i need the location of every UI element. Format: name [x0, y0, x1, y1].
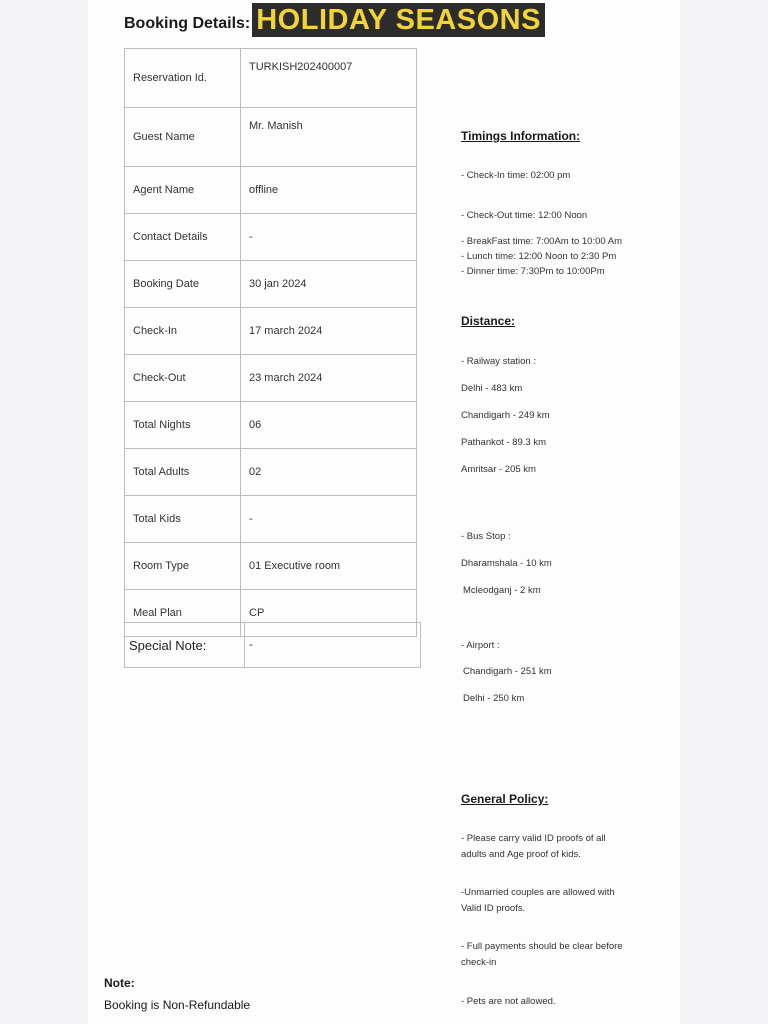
row-label: Total Nights: [125, 402, 241, 449]
policy-item: - Pets are not allowed.: [461, 996, 556, 1007]
railway-title: - Railway station :: [461, 356, 536, 367]
special-note-table: [124, 622, 421, 668]
distance-title: Distance:: [461, 314, 516, 328]
row-value: 01 Executive room: [241, 543, 417, 590]
table-row: [125, 167, 417, 214]
list-item: Pathankot - 89.3 km: [461, 437, 547, 448]
row-value: 23 march 2024: [241, 355, 417, 402]
breakfast-time: - BreakFast time: 7:00Am to 10:00 Am: [461, 236, 623, 247]
row-value: -: [241, 214, 417, 261]
booking-details-title: Booking Details:: [124, 15, 251, 32]
row-value: 30 jan 2024: [241, 261, 417, 308]
policy-item: adults and Age proof of kids.: [461, 849, 581, 860]
list-item: Amritsar - 205 km: [461, 464, 536, 475]
lunch-time: - Lunch time: 12:00 Noon to 2:30 Pm: [461, 251, 617, 262]
footer-note-label: Note:: [104, 976, 135, 990]
airport-title: - Airport :: [461, 640, 500, 651]
row-value: 17 march 2024: [241, 308, 417, 355]
row-label: Check-Out: [125, 355, 241, 402]
row-label: Check-In: [125, 308, 241, 355]
row-value: Mr. Manish: [241, 108, 417, 167]
table-row: [125, 308, 417, 355]
table-row: [125, 449, 417, 496]
table-row: [125, 623, 421, 668]
row-value: TURKISH202400007: [241, 49, 417, 108]
special-note-label: Special Note:: [125, 623, 245, 668]
policy-item: - Please carry valid ID proofs of all: [461, 833, 606, 844]
dinner-time: - Dinner time: 7:30Pm to 10:00Pm: [461, 266, 605, 277]
row-label: Guest Name: [125, 108, 241, 167]
table-row: [125, 496, 417, 543]
row-label: Reservation Id.: [125, 49, 241, 108]
list-item: Delhi - 250 km: [463, 693, 525, 704]
row-value: CP: [241, 590, 417, 637]
list-item: Delhi - 483 km: [461, 383, 523, 394]
policy-item: Valid ID proofs.: [461, 903, 526, 914]
general-policy-title: General Policy:: [461, 792, 549, 806]
row-value: 02: [241, 449, 417, 496]
table-row: [125, 49, 417, 108]
timings-title: Timings Information:: [461, 129, 581, 143]
row-label: Total Adults: [125, 449, 241, 496]
table-row: [125, 261, 417, 308]
checkin-time: - Check-In time: 02:00 pm: [461, 170, 571, 181]
document-header: [124, 4, 545, 36]
table-row: [125, 355, 417, 402]
row-label: Agent Name: [125, 167, 241, 214]
table-row: [125, 214, 417, 261]
row-value: -: [241, 496, 417, 543]
row-label: Meal Plan: [125, 590, 241, 637]
policy-item: - Full payments should be clear before: [461, 941, 623, 952]
list-item: Dharamshala - 10 km: [461, 558, 552, 569]
policy-item: -Unmarried couples are allowed with: [461, 887, 615, 898]
table-row: [125, 543, 417, 590]
list-item: Mcleodganj - 2 km: [463, 585, 541, 596]
row-label: Contact Details: [125, 214, 241, 261]
row-label: Room Type: [125, 543, 241, 590]
footer-note-text: Booking is Non-Refundable: [104, 998, 251, 1012]
row-label: Booking Date: [125, 261, 241, 308]
booking-table: [124, 48, 417, 637]
list-item: Chandigarh - 251 km: [463, 666, 552, 677]
row-value: 06: [241, 402, 417, 449]
bus-stop-title: - Bus Stop :: [461, 531, 511, 542]
table-row: [125, 108, 417, 167]
table-row: [125, 402, 417, 449]
list-item: Chandigarh - 249 km: [461, 410, 550, 421]
brand-logo: HOLIDAY SEASONS: [252, 3, 545, 37]
row-label: Total Kids: [125, 496, 241, 543]
policy-item: check-in: [461, 957, 497, 968]
checkout-time: - Check-Out time: 12:00 Noon: [461, 210, 588, 221]
special-note-value: -: [245, 623, 421, 668]
row-value: offline: [241, 167, 417, 214]
